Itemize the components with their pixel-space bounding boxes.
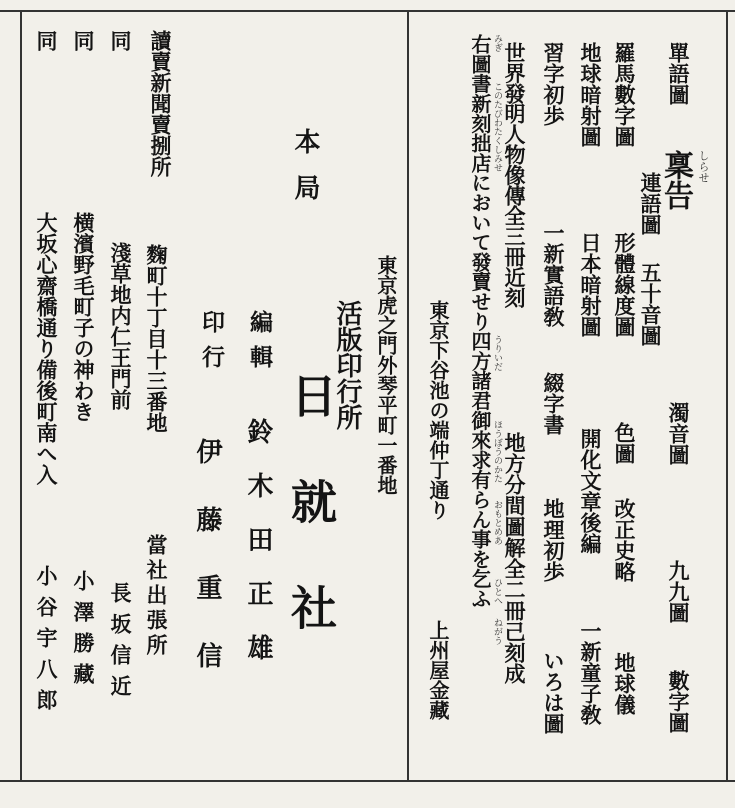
ruby-konotabi: このたびわたくしみせ [492, 82, 502, 172]
map-item: 五十音圖 [638, 262, 663, 346]
map-item: 形體線度圖 [612, 232, 637, 337]
seller-row-name: 小谷宇八郎 [34, 565, 59, 720]
map-item: 地球儀 [612, 652, 637, 715]
seller-row-address: 麴町十丁目十三番地 [144, 244, 169, 433]
ruby-negau: ねがう [492, 618, 502, 645]
map-item: 連語圖 [638, 172, 663, 235]
top-border-rule [0, 10, 735, 12]
seller-row-address: 大坂心齋橋通り備後町南へ入 [34, 212, 59, 485]
shop-name: 上州屋金藏 [426, 620, 450, 720]
publisher-address: 東京虎之門外琴平町一番地 [374, 255, 398, 495]
editor-role: 編輯 [246, 310, 273, 380]
notice-heading-ruby: しらせ [697, 150, 710, 183]
editor-name: 鈴木田正雄 [243, 418, 273, 688]
item-regional-maps: 地方分間圖解全二冊己刻成 [502, 432, 527, 684]
item-world-figures: 世界發明人物像傳全三冊近刻 [502, 42, 527, 308]
map-item: 地球暗射圖 [578, 42, 603, 147]
seller-row-name: 小澤勝藏 [71, 570, 96, 694]
printer-name: 伊藤重信 [192, 438, 222, 710]
map-item: いろは圖 [541, 650, 566, 734]
bottom-border-rule [0, 780, 735, 782]
ruby-uridashi: うりいだ [492, 335, 502, 371]
seller-row-address: 淺草地内仁王門前 [108, 242, 133, 410]
honkyoku-label: 本局 [290, 128, 320, 220]
map-item: 日本暗射圖 [578, 232, 603, 337]
ruby-hitoe: ひとへ [492, 578, 502, 605]
map-item: 開化文章後編 [578, 428, 603, 554]
map-item: 色圖 [612, 422, 637, 464]
ruby-omotome: おもとめあ [492, 500, 502, 545]
print-shop: 活版印行所 [332, 300, 362, 430]
seller-row-mark: 同 [71, 30, 96, 51]
ruby-migi: みぎ [492, 34, 502, 52]
branch-label: 當社出張所 [144, 534, 169, 659]
map-item: 一新實語敎 [541, 222, 566, 327]
map-item: 數字圖 [666, 670, 691, 733]
sale-line: 右圖書新刻拙店において發賣せり四方諸君御來求有らん事を乞ふ [468, 34, 492, 609]
company-name: 日就社 [284, 372, 338, 690]
ruby-houbou: ほうぼうのかた [492, 420, 502, 483]
map-item: 一新童子敎 [578, 620, 603, 725]
printer-role: 印行 [198, 310, 225, 380]
map-item: 單語圖 [666, 42, 691, 105]
notice-heading: 稟告 [658, 150, 693, 210]
left-border-rule [20, 10, 22, 780]
map-item: 地理初歩 [541, 498, 566, 582]
map-item: 九九圖 [666, 560, 691, 623]
column-divider-rule [407, 10, 409, 780]
seller-row-name: 長坂信近 [108, 582, 133, 706]
right-border-rule [726, 10, 728, 780]
sellers-title: 讀賣新聞賣捌所 [148, 30, 173, 177]
map-item: 綴字書 [541, 372, 566, 435]
map-item: 改正史略 [612, 498, 637, 582]
seller-row-mark: 同 [34, 30, 59, 51]
map-item: 濁音圖 [666, 402, 691, 465]
map-item: 習字初歩 [541, 42, 566, 126]
map-item: 羅馬數字圖 [612, 42, 637, 147]
shop-address: 東京下谷池の端仲丁通り [426, 300, 450, 520]
seller-row-mark: 同 [108, 30, 133, 51]
seller-row-address: 横濱野毛町子の神わき [71, 212, 96, 422]
